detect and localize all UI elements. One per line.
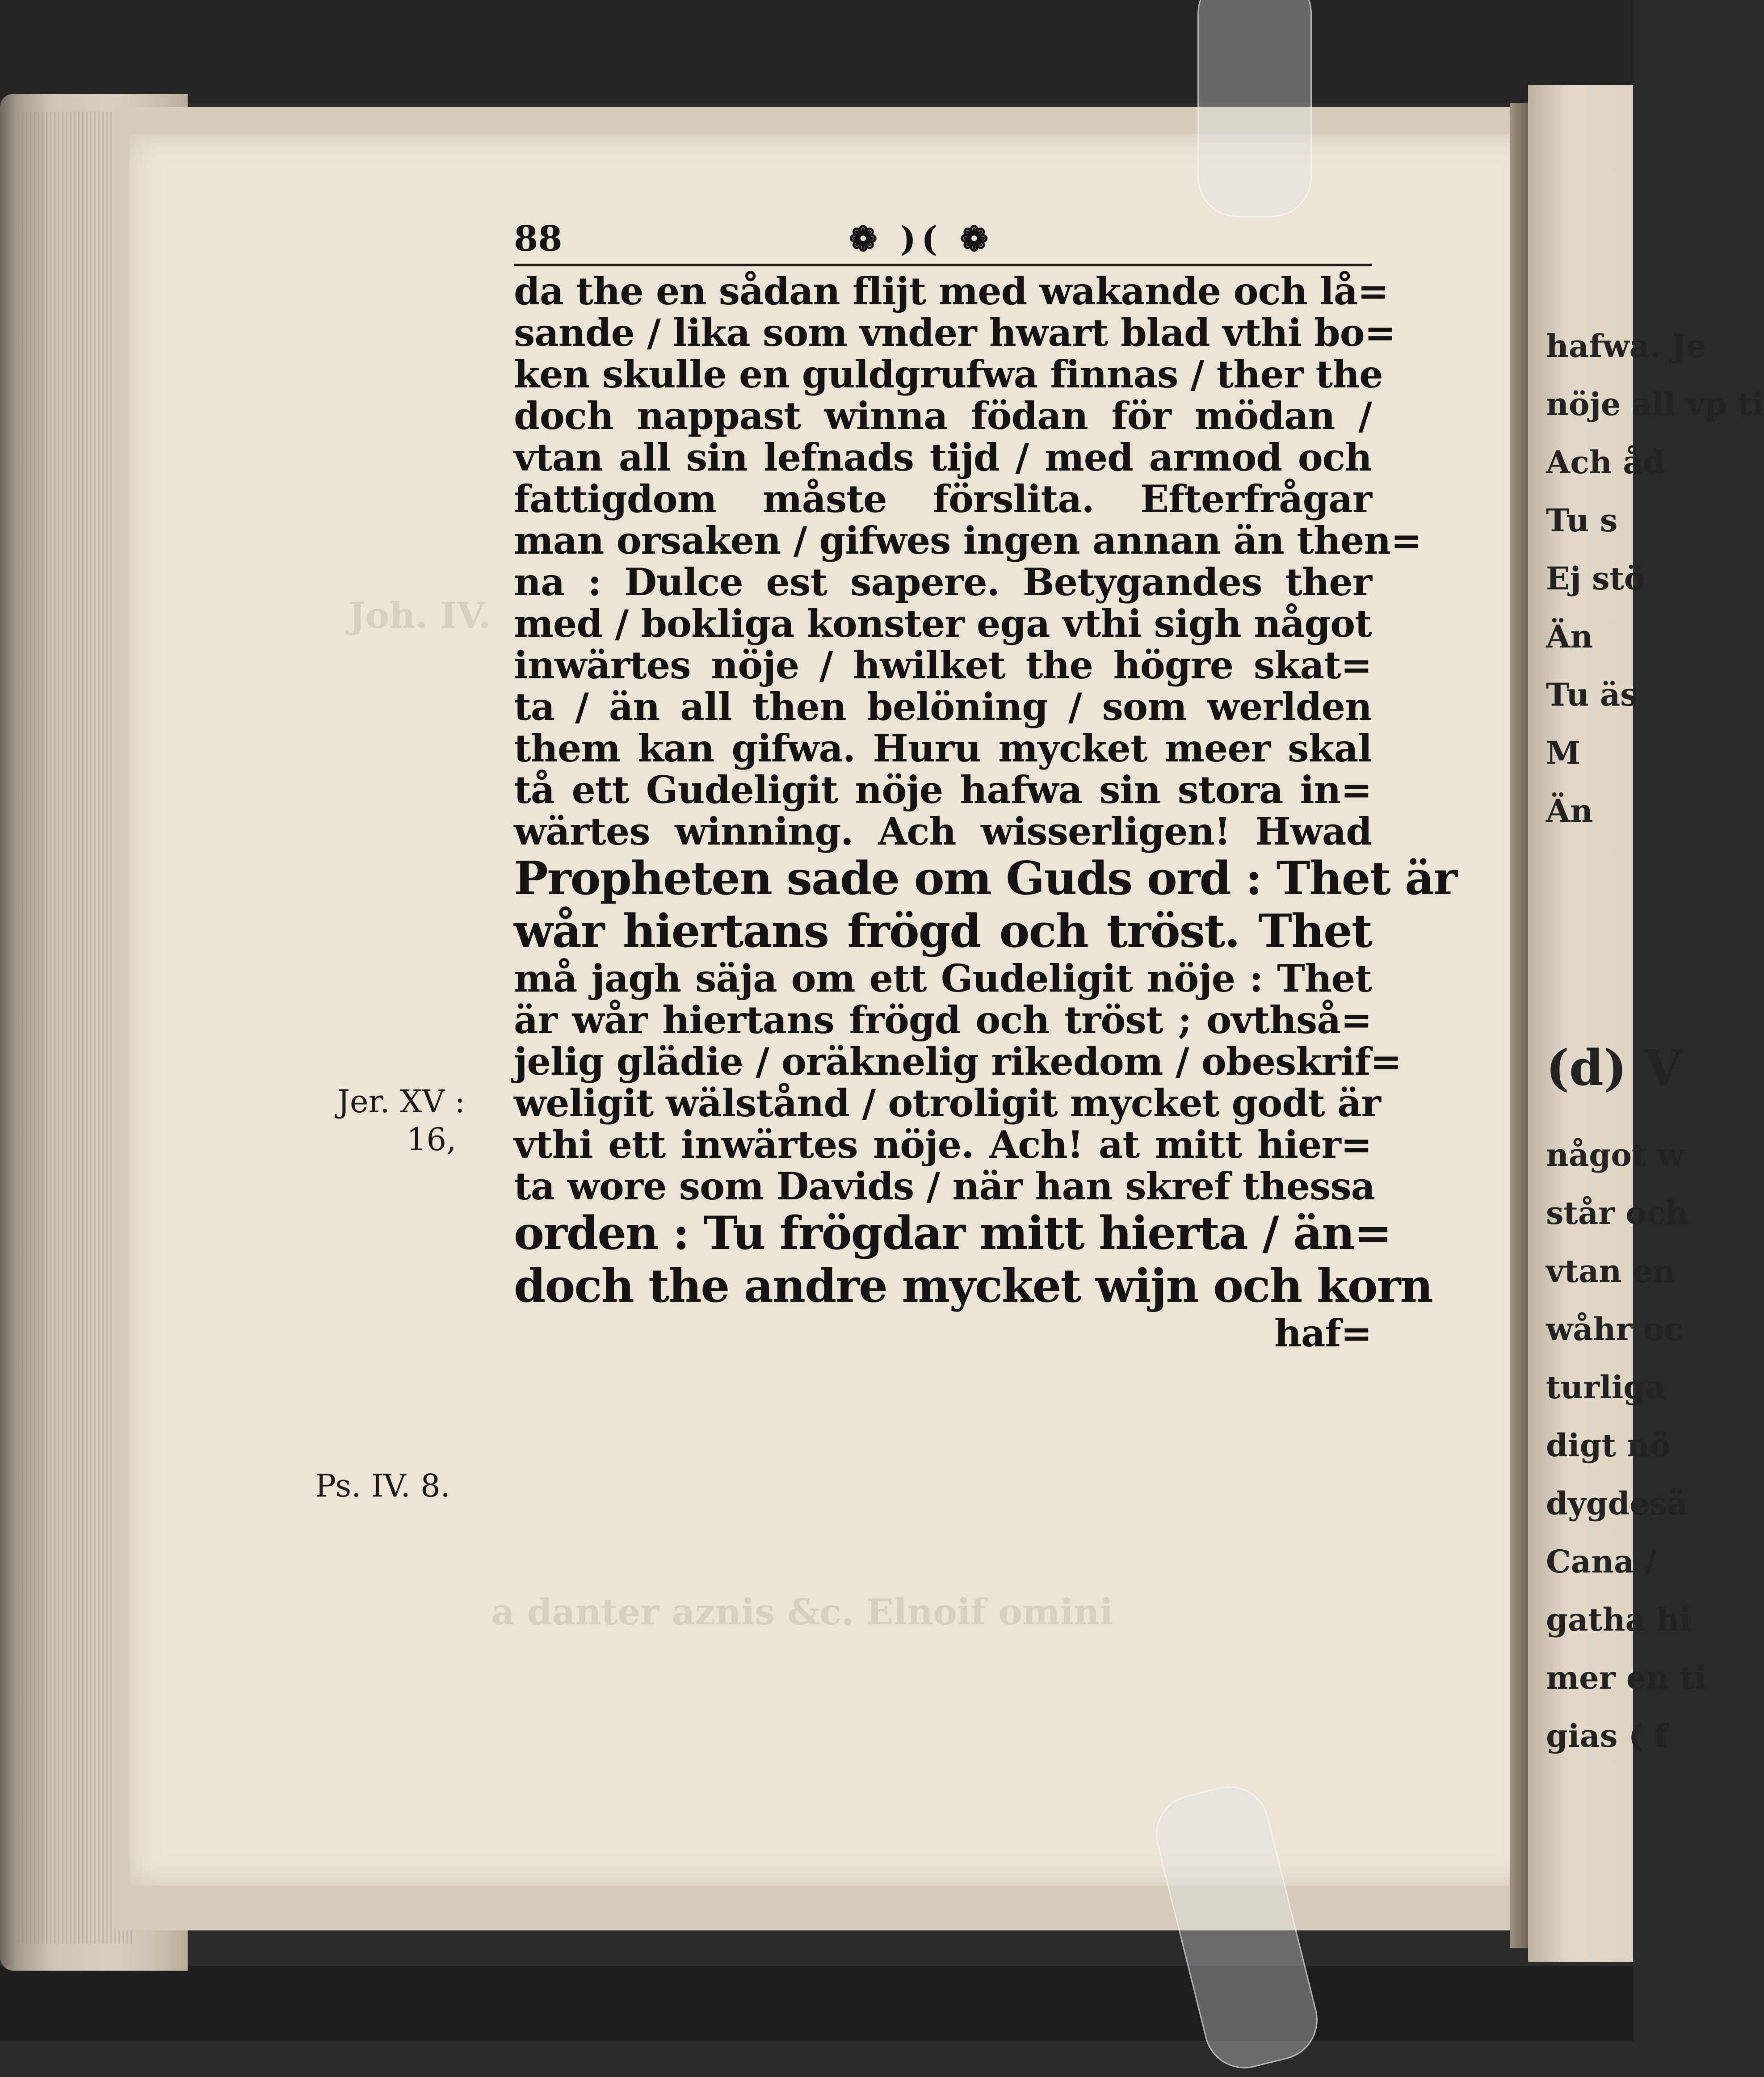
facing-page-line: något w <box>1546 1136 1684 1173</box>
facing-page-line: Ej stö <box>1546 560 1645 597</box>
text-line: sande / lika som vnder hwart blad vthi bo= <box>514 311 1395 355</box>
cradle-background-top <box>0 0 1633 103</box>
facing-page-line: gias ( f <box>1546 1717 1668 1754</box>
facing-page-line: dygdesä <box>1546 1485 1688 1522</box>
facing-page-line: Tu äs <box>1546 676 1638 713</box>
text-line: fattigdom måste förslita. Efterfrågar <box>514 477 1372 521</box>
facing-page-line: står och <box>1546 1194 1688 1232</box>
margin-note-psalm: Ps. IV. 8. <box>315 1467 450 1504</box>
plastic-page-clip-top <box>1197 0 1312 217</box>
bleed-through-mark: a danter aznis &c. Elnoif omini <box>491 1591 1113 1633</box>
facing-page-line: Ach åd <box>1546 444 1665 481</box>
header-ornament: ❁ )( ❁ <box>849 219 994 259</box>
text-line: wår hiertans frögd och tröst. Thet <box>514 904 1372 958</box>
text-line: må jagh säja om ett Gudeligit nöje : Thet <box>514 956 1372 1001</box>
text-line: wärtes winning. Ach wisserligen! Hwad <box>514 809 1372 854</box>
catchword: haf= <box>1274 1311 1372 1355</box>
facing-page-line: M <box>1546 734 1581 771</box>
text-line: doch the andre mycket wijn och korn <box>514 1259 1432 1313</box>
text-line: doch nappast winna födan för mödan / <box>514 394 1372 438</box>
text-line: man orsaken / gifwes ingen annan än then= <box>514 518 1422 563</box>
facing-page-line: digt nö <box>1546 1427 1671 1464</box>
text-line: vthi ett inwärtes nöje. Ach! at mitt hier= <box>514 1123 1372 1167</box>
facing-page-line: nöje all vp ti <box>1546 386 1764 423</box>
facing-page-line: vtan en <box>1546 1253 1676 1290</box>
facing-page-line: (d) V <box>1546 1039 1682 1097</box>
facing-page-line: hafwa. Je <box>1546 328 1706 365</box>
text-line: tå ett Gudeligit nöje hafwa sin stora in= <box>514 768 1372 812</box>
text-line: weligit wälstånd / otroligit mycket godt är <box>514 1081 1381 1125</box>
text-line: ta / än all then belöning / som werlden <box>514 685 1372 729</box>
facing-page <box>1528 85 1764 1962</box>
cradle-background-bottom <box>0 1966 1633 2041</box>
text-line: da the en sådan flijt med wakande och lå= <box>514 269 1389 313</box>
facing-page-text <box>1546 317 1764 1765</box>
text-line: Propheten sade om Guds ord : Thet är <box>514 852 1457 905</box>
text-line: them kan gifwa. Huru mycket meer skal <box>514 726 1372 770</box>
text-line: vtan all sin lefnads tijd / med armod och <box>514 435 1372 479</box>
text-line: orden : Tu frögdar mitt hierta / än= <box>514 1207 1391 1260</box>
text-line: na : Dulce est sapere. Betygandes ther <box>514 560 1372 604</box>
facing-page-line: Än <box>1546 792 1593 829</box>
facing-page-line: wåhr oc <box>1546 1311 1684 1348</box>
text-line: inwärtes nöje / hwilket the högre skat= <box>514 643 1372 687</box>
text-line: med / bokliga konster ega vthi sigh något <box>514 601 1372 646</box>
text-line: ta wore som Davids / när han skref thessa <box>514 1164 1375 1208</box>
text-line: ken skulle en guldgrufwa finnas / ther the <box>514 352 1383 396</box>
margin-note-jeremiah-verse: 16, <box>407 1121 457 1158</box>
facing-page-line: Cana / <box>1546 1543 1657 1580</box>
facing-page-line: gatha hi <box>1546 1601 1691 1638</box>
bleed-through-mark: Joh. IV. <box>349 594 491 636</box>
margin-note-jeremiah: Jer. XV : <box>337 1083 465 1120</box>
running-header <box>514 214 1372 266</box>
facing-page-line: Tu s <box>1546 502 1618 539</box>
facing-page-line: mer en ti <box>1546 1659 1706 1696</box>
text-line: är wår hiertans frögd och tröst ; ovthså= <box>514 998 1372 1042</box>
body-text <box>514 269 1457 1355</box>
text-line: jelig glädie / oräknelig rikedom / obeskrif= <box>514 1039 1402 1084</box>
facing-page-line: turliga <box>1546 1369 1666 1406</box>
page-number: 88 <box>514 219 563 259</box>
facing-page-line: Än <box>1546 618 1593 655</box>
